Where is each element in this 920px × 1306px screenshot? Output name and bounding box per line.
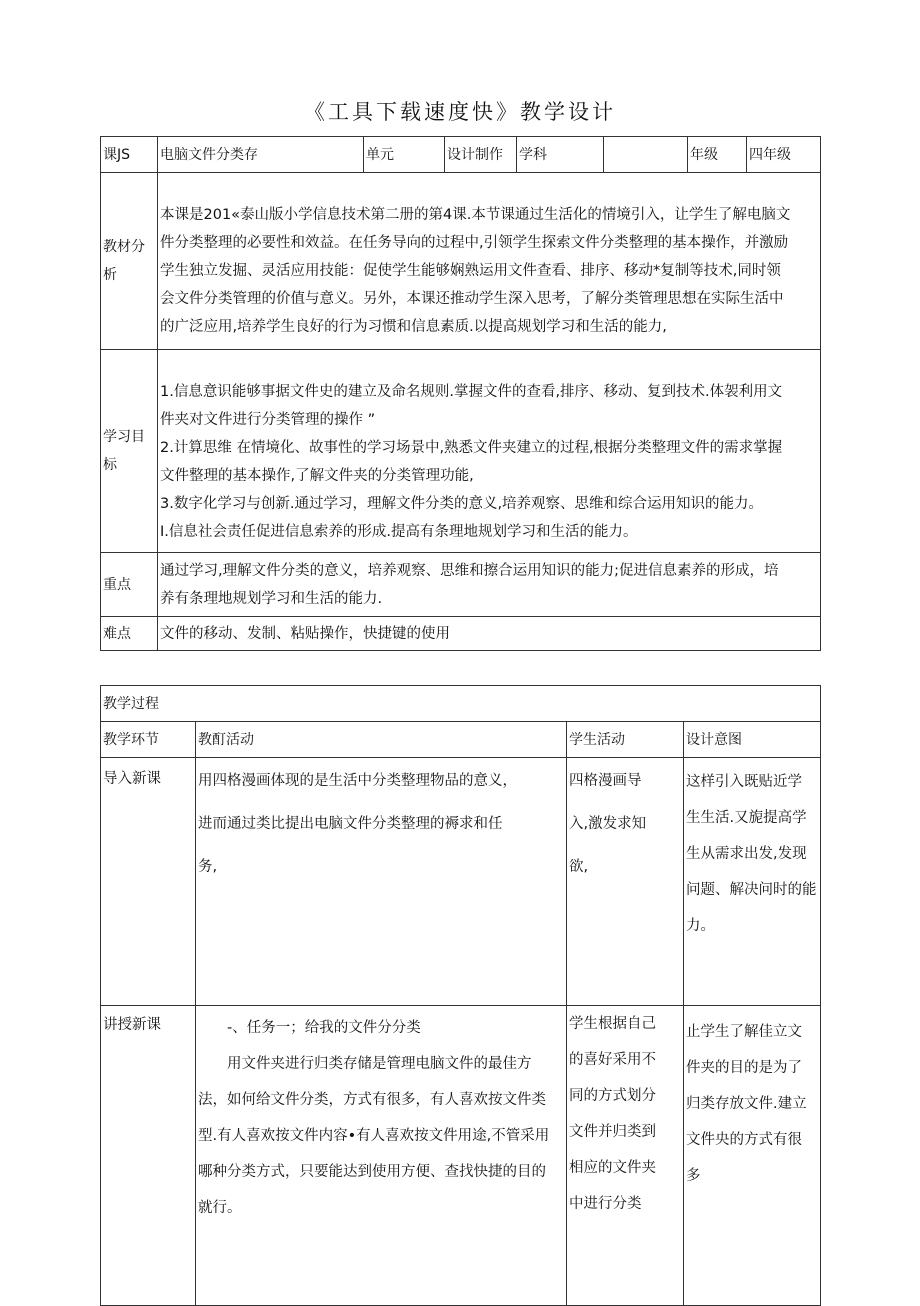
student-activity-cell: 学生根据自己 的喜好采用不 同的方式划分 文件并归类到 相应的文件夹 中进行分类 — [567, 1006, 684, 1306]
teacher-activity-cell: 用四格漫画体现的是生活中分类整理物品的意义， 进而通过类比提出电脑文件分类整理的褥求和任 务, — [196, 758, 567, 1006]
subject-label: 学科 — [517, 137, 604, 173]
key-points-content: 通过学习,理解文件分类的意义，培养观察、思维和擦合运用知识的能力;促进信息素养的形成，培 养有条理地规划学习和生活的能力. — [158, 553, 821, 617]
col-header-intent: 设计意图 — [684, 722, 821, 758]
material-row — [101, 173, 821, 350]
material-content: 本课是201«泰山版小学信息技术第二册的第4课.本节课通过生活化的情境引入，让学生了解电脑文 件分类整理的必要性和效益。在任务导向的过程中,引领学生探索文件分类整理的基本操作，并激励 学生独立发掘、灵活应用技能：促使学生能够娴熟运用文件查看、排序、移动*复制等技术,同时领 会文件分类管理的价值与意义。另外，本课还推动学生深入思考，了解分类管理思想在实际生活中 的广泛应用,培养学生良好的行为习惯和信息素质.以提高规划学习和生活的能力, — [158, 173, 821, 350]
grade-value: 四年级 — [747, 137, 821, 173]
lesson-value: 电脑文件分类存 — [158, 137, 364, 173]
stage-cell: 讲授新课 — [101, 1006, 196, 1306]
document-title: 《工具下载速度快》教学设计 — [304, 100, 616, 124]
process-heading-row — [101, 686, 821, 722]
unit-value: 设计制作 — [445, 137, 517, 173]
unit-label: 单元 — [364, 137, 445, 173]
goals-row — [101, 350, 821, 553]
student-activity-cell: 四格漫画导 入,激发求知 欲, — [567, 758, 684, 1006]
key-points-label: 重点 — [101, 553, 158, 617]
design-intent-cell: 这样引入既贴近学 生生活.又旎提高学 生从需求出发,发现 问题、解决问时的能 力。 — [684, 758, 821, 1006]
goals-label: 学习目 标 — [101, 350, 158, 553]
col-header-student: 学生活动 — [567, 722, 684, 758]
grade-label: 年级 — [688, 137, 747, 173]
teacher-activity-cell: -、任务一；给我的文件分分类 用文件夹进行归类存储是管理电脑文件的最佳方 法，如何给文件分类，方式有很多，有人喜欢按文件类 型.有人喜欢按文件内容•有人喜欢按文件用途,不管采用 哪种分类方式，只要能达到使用方便、查找快捷的目的 就行。 — [196, 1006, 567, 1306]
process-row-intro — [101, 758, 821, 1006]
process-column-headers — [101, 722, 821, 758]
process-row-teaching — [101, 1006, 821, 1306]
lesson-label: 课JS — [101, 137, 158, 173]
process-heading: 教学过程 — [101, 686, 821, 722]
lesson-info-table — [100, 136, 821, 651]
difficulty-row — [101, 617, 821, 651]
difficulty-label: 难点 — [101, 617, 158, 651]
material-label: 教材分 析 — [101, 173, 158, 350]
goals-content: 1.信息意识能够事据文件史的建立及命名规则.掌握文件的查看,排序、移动、复到技术.体袈利用文 件夹对文件进行分类管理的操作 ” 2.计算思维 在情境化、故事性的学习场景中,熟悉文件夹建立的过程,根据分类整理文件的需求掌握 文件整理的基本操作,了解文件夹的分类管理功能, 3.数字化学习与创新.通过学习，理解文件分类的意义,培养观察、思维和综合运用知识的能力。 I.信息社会责任促进信息索养的形成.提高有条理地规划学习和生活的能力。 — [158, 350, 821, 553]
key-points-row — [101, 553, 821, 617]
stage-cell: 导入新课 — [101, 758, 196, 1006]
col-header-stage: 教学环节 — [101, 722, 196, 758]
difficulty-content: 文件的移动、发制、粘贴操作，快捷键的使用 — [158, 617, 821, 651]
col-header-teacher: 教酊活动 — [196, 722, 567, 758]
subject-value — [604, 137, 688, 173]
header-row — [101, 137, 821, 173]
design-intent-cell: 止学生了解佳立文 件夹的目的是为了 归类存放文件.建立 文件央的方式有很 多 — [684, 1006, 821, 1306]
teaching-process-table — [100, 685, 821, 1306]
